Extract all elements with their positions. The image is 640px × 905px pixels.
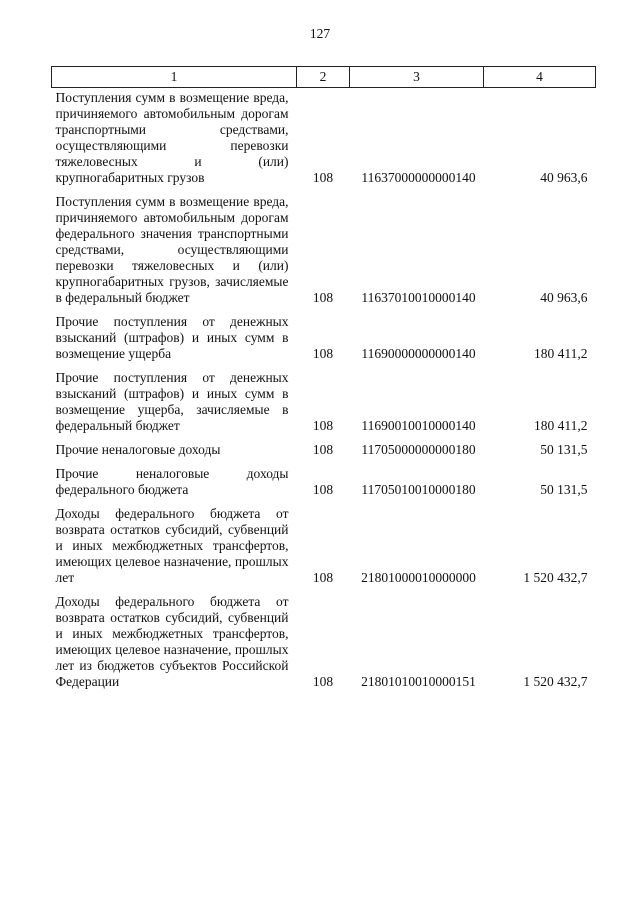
table-row: [52, 434, 596, 458]
row-admin-code: 108: [312, 482, 334, 497]
row-name: Прочие поступления от денежных взысканий (штрафов) и иных сумм в возмещение ущерба: [55, 314, 289, 361]
row-amount: 50 131,5: [540, 482, 588, 497]
row-admin-code: 108: [312, 170, 334, 185]
table-row: [52, 186, 596, 306]
row-amount: 180 411,2: [534, 346, 588, 361]
row-budget-code: 21801000010000000: [361, 570, 476, 585]
row-name: Поступления сумм в возмещение вреда, причиняемого автомобильным дорогам федерального значения транспортными средствами, осуществляющими перевозки тяжеловесных и (или) крупногабаритных грузов, зачисляемые в федеральный бюджет: [55, 194, 289, 305]
row-amount: 180 411,2: [534, 418, 588, 433]
row-name: Прочие неналоговые доходы: [55, 442, 221, 457]
row-budget-code: 11705010010000180: [361, 482, 476, 497]
row-admin-code: 108: [312, 418, 334, 433]
row-amount: 1 520 432,7: [523, 674, 588, 689]
row-name: Прочие неналоговые доходы федерального бюджета: [55, 466, 289, 497]
table-row: [52, 362, 596, 434]
row-admin-code: 108: [312, 346, 334, 361]
table-row: [52, 88, 596, 187]
row-amount: 40 963,6: [540, 170, 588, 185]
table-row: [52, 458, 596, 498]
column-header-1: 1: [52, 67, 297, 88]
row-amount: 50 131,5: [540, 442, 588, 457]
row-admin-code: 108: [312, 442, 334, 457]
page-number: 127: [309, 26, 331, 41]
row-amount: 1 520 432,7: [523, 570, 588, 585]
revenue-table: [51, 66, 596, 690]
row-admin-code: 108: [312, 290, 334, 305]
table-header-row: [52, 67, 596, 88]
row-budget-code: 21801010010000151: [361, 674, 476, 689]
table-row: [52, 498, 596, 586]
row-admin-code: 108: [312, 570, 334, 585]
column-header-2: 2: [297, 67, 350, 88]
row-name: Поступления сумм в возмещение вреда, причиняемого автомобильным дорогам транспортными средствами, осуществляющими перевозки тяжеловесных и (или) крупногабаритных грузов: [55, 90, 289, 185]
row-budget-code: 11690010010000140: [361, 418, 476, 433]
row-budget-code: 11637010010000140: [361, 290, 476, 305]
column-header-4: 4: [484, 67, 596, 88]
row-budget-code: 11690000000000140: [361, 346, 476, 361]
row-name: Доходы федерального бюджета от возврата остатков субсидий, субвенций и иных межбюджетных трансфертов, имеющих целевое назначение, прошлых лет из бюджетов субъектов Российской Федерации: [55, 594, 289, 689]
column-header-3: 3: [350, 67, 484, 88]
row-name: Доходы федерального бюджета от возврата остатков субсидий, субвенций и иных межбюджетных трансфертов, имеющих целевое назначение, прошлых лет: [55, 506, 289, 585]
row-amount: 40 963,6: [540, 290, 588, 305]
table-row: [52, 306, 596, 362]
row-admin-code: 108: [312, 674, 334, 689]
row-budget-code: 11637000000000140: [361, 170, 476, 185]
row-name: Прочие поступления от денежных взысканий (штрафов) и иных сумм в возмещение ущерба, зачисляемые в федеральный бюджет: [55, 370, 289, 433]
row-budget-code: 11705000000000180: [361, 442, 476, 457]
table-row: [52, 586, 596, 690]
